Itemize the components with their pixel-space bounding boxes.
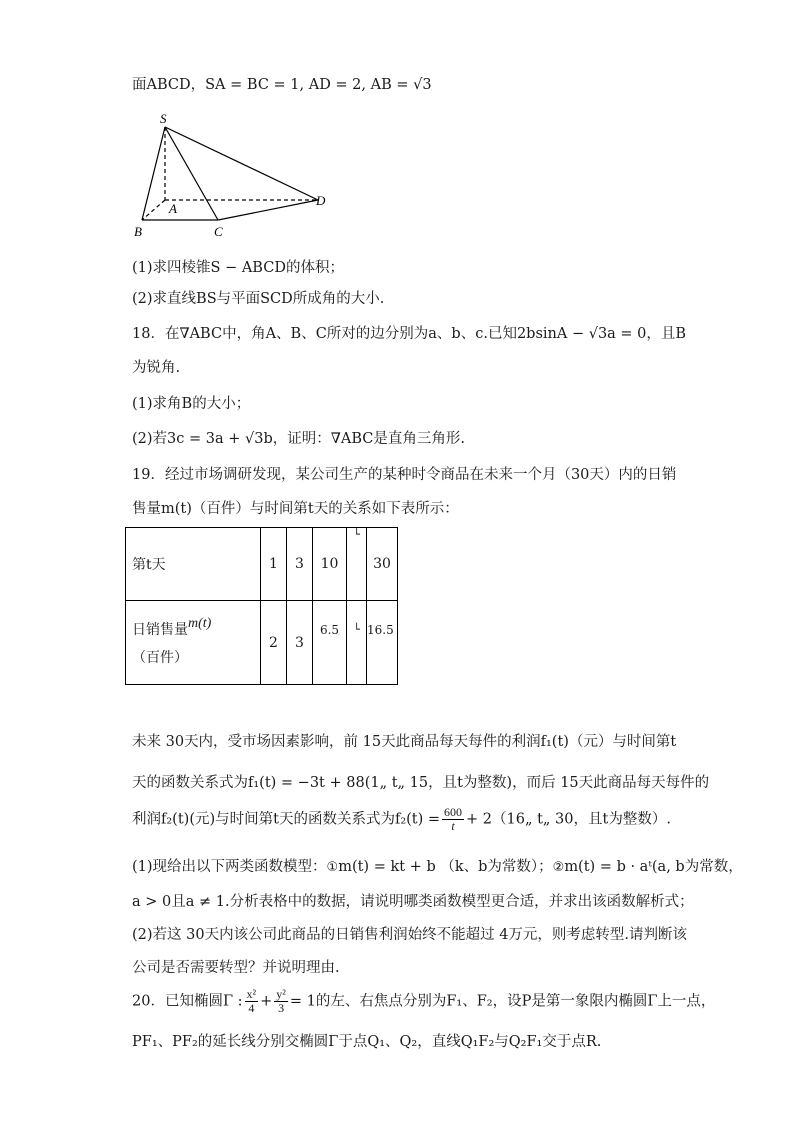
p19-line2: 售量m(t)（百件）与时间第t天的关系如下表所示： <box>132 501 459 517</box>
table-cell: 3 <box>287 601 313 685</box>
p19-line1: 19．经过市场调研发现，某公司生产的某种时令商品在未来一个月（30天）内的日销 <box>132 467 677 483</box>
p19-q2-line1: (2)若这 30天内该公司此商品的日销售利润始终不能超过 4万元，则考虑转型.请判断该 <box>132 927 688 943</box>
table-cell: 30 <box>367 528 398 601</box>
table-row <box>126 528 398 601</box>
p18-line2: 为锐角. <box>132 360 181 376</box>
label-B: B <box>134 224 142 239</box>
table-cell-header: 日销售量m(t) （百件） <box>126 601 261 685</box>
p19-q1-line2: a > 0且a ≠ 1.分析表格中的数据，请说明哪类函数模型更合适，并求出该函数解析式； <box>132 894 694 910</box>
p18-q1: (1)求角B的大小； <box>132 396 251 412</box>
edge-CD <box>218 200 318 220</box>
p19-para3: 利润f₂(t)(元)与时间第t天的函数关系式为f₂(t) = $\frac{600}{t}$ + 2（16„ t„ 30，且t为整数）. <box>132 805 671 833</box>
edge-SD <box>165 127 318 200</box>
p19-q2-line2: 公司是否需要转型？并说明理由. <box>132 960 340 976</box>
table-cell: └ <box>347 601 367 685</box>
p19-para1: 未来 30天内，受市场因素影响，前 15天此商品每天每件的利润f₁(t)（元）与时间第t <box>132 734 677 750</box>
prev-q2: (2)求直线BS与平面SCD所成角的大小. <box>132 291 385 307</box>
label-C: C <box>214 224 223 239</box>
p19-q1-line1: (1)现给出以下两类函数模型：①m(t) = kt + b （k、b为常数）；②m(t) = b · aᵗ(a, b为常数， <box>132 859 743 875</box>
table-row <box>126 601 398 685</box>
pyramid-figure <box>130 110 330 240</box>
table-cell: 2 <box>261 601 287 685</box>
table-cell: 10 <box>313 528 347 601</box>
p20-line1: 20．已知椭圆Γ : $\frac{\text{x²}}{4}$ + $\frac{\text{y²}}{3}$ = 1的左、右焦点分别为F₁、F₂，设P是第一象限内椭圆Γ上一点， <box>132 987 716 1015</box>
table-cell: 3 <box>287 528 313 601</box>
cond-line: 面ABCD，SA = BC = 1, AD = 2, AB = √3 <box>132 77 432 93</box>
sales-table <box>125 527 398 685</box>
fraction-600-over-t: $\frac{600}{t}$ <box>444 805 463 833</box>
label-A: A <box>169 201 177 216</box>
fraction-y2-over-3: $\frac{\text{y²}}{3}$ <box>276 987 286 1015</box>
edge-SB <box>142 127 165 220</box>
p19-para2: 天的函数关系式为f₁(t) = −3t + 88(1„ t„ 15，且t为整数)，而后 15天此商品每天每件的 <box>132 775 710 791</box>
label-S: S <box>160 111 167 126</box>
p20-line2: PF₁、PF₂的延长线分别交椭圆Γ于点Q₁、Q₂，直线Q₁F₂与Q₂F₁交于点R. <box>132 1034 602 1050</box>
table-cell: 6.5 <box>313 601 347 685</box>
prev-q1: (1)求四棱锥S − ABCD的体积； <box>132 260 344 276</box>
table-cell: └ <box>347 528 367 601</box>
table-cell: 16.5 <box>367 601 398 685</box>
label-D: D <box>316 193 326 208</box>
table-cell-header: 第t天 <box>126 528 261 601</box>
table-cell: 1 <box>261 528 287 601</box>
p18-line1: 18．在∇ABC中，角A、B、C所对的边分别为a、b、c.已知2bsinA − √3a = 0，且B <box>132 326 687 342</box>
p18-q2: (2)若3c = 3a + √3b，证明：∇ABC是直角三角形. <box>132 431 465 447</box>
edge-AB <box>142 200 165 220</box>
fraction-x2-over-4: $\frac{\text{x²}}{4}$ <box>246 987 257 1015</box>
